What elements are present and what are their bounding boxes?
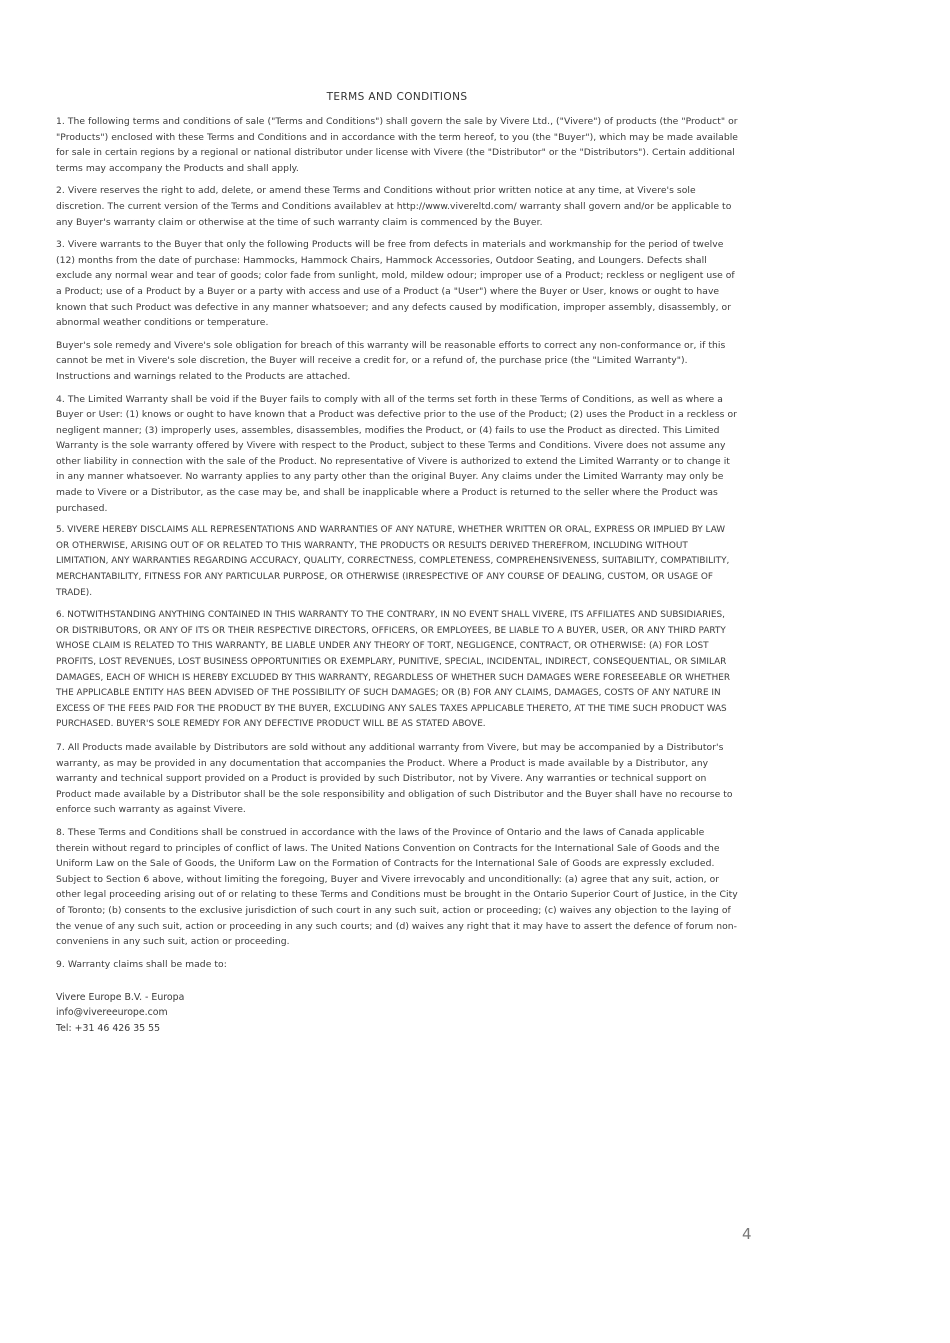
paragraph-3: 3. Vivere warrants to the Buyer that only the following Products will be free from defects in materials and workmanship for the period of twelve (12) months from the date of purchase: Hammocks, Hammock Chairs, Hammock Accessories, Outdoor Seating, and Loungers. Defects shall exclude any normal wear and tear of goods; color fade from sunlight, mold, mildew odour; improper use of a Product; reckless or negligent use of a Product; use of a Product by a Buyer or a party with access and use of a Product (a "User") where the Buyer or User, knows or ought to have known that such Product was defective in any manner whatsoever; and any defects caused by modification, improper assembly, disassembly, or abnormal weather conditions or temperature. bbox=[56, 239, 735, 329]
paragraph-7: 7. All Products made available by Distributors are sold without any additional warranty from Vivere, but may be accompanied by a Distributor's warranty, as may be provided in any documentation that accompanies the Product. Where a Product is made available by a Distributor, any warranty and technical support provided on a Product is provided by such Distributor, not by Vivere. Any warranties or technical support on Product made available by a Distributor shall be the sole responsibility and obligation of such Distributor and the Buyer shall have no recourse to enforce such warranty as against Vivere. bbox=[56, 741, 733, 816]
paragraph-4: 4. The Limited Warranty shall be void if the Buyer fails to comply with all of the terms set forth in these Terms of Conditions, as well as where a Buyer or User: (1) knows or ought to have known that a Product was defective prior to the use of the Product; (2) uses the Product in a reckless or negligent manner; (3) improperly uses, assembles, disassembles, modifies the Product, or (4) fails to use the Product as directed. This Limited Warranty is the sole warranty offered by Vivere with respect to the Product, subject to these Terms and Conditions. Vivere does not assume any other liability in connection with the sale of the Product. No representative of Vivere is authorized to extend the Limited Warranty or to change it in any manner whatsoever. No warranty applies to any party other than the original Buyer. Any claims under the Limited Warranty may only be made to Vivere or a Distributor, as the case may be, and shall be inapplicable where a Product is returned to the seller where the Product was purchased. bbox=[56, 393, 737, 514]
page-number: 4 bbox=[742, 1225, 752, 1243]
paragraph-2: 2. Vivere reserves the right to add, delete, or amend these Terms and Conditions without prior written notice at any time, at Vivere's sole discretion. The current version of the Terms and Conditions availablev at http://www.vivereltd.com/ warranty shall govern and/or be applicable to any Buyer's warranty claim or otherwise at the time of such warranty claim is commenced by the Buyer. bbox=[56, 185, 732, 228]
terms-document bbox=[56, 91, 738, 1036]
paragraph-3-remedy: Buyer's sole remedy and Vivere's sole obligation for breach of this warranty will be reasonable efforts to correct any non-conformance or, if this cannot be met in Vivere's sole discretion, the Buyer will receive a credit for, or a refund of, the purchase price (the "Limited Warranty"). Instructions and warnings related to the Products are attached. bbox=[56, 339, 726, 382]
paragraph-1: 1. The following terms and conditions of sale ("Terms and Conditions") shall govern the sale by Vivere Ltd., ("Vivere") of products (the "Product" or "Products") enclosed with these Terms and Conditions and in accordance with the term hereof, to you (the "Buyer"), which may be made available for sale in certain regions by a regional or national distributor under license with Vivere (the "Distributor" or the "Distributors"). Certain additional terms may accompany the Products and shall apply. bbox=[56, 116, 739, 174]
paragraph-8: 8. These Terms and Conditions shall be construed in accordance with the laws of the Province of Ontario and the laws of Canada applicable therein without regard to principles of conflict of laws. The United Nations Convention on Contracts for the International Sale of Goods and the Uniform Law on the Sale of Goods, the Uniform Law on the Formation of Contracts for the International Sale of Goods are expressly excluded. Subject to Section 6 above, without limiting the foregoing, Buyer and Vivere irrevocably and unconditionally: (a) agree that any suit, action, or other legal proceeding arising out of or relating to these Terms and Conditions must be brought in the Ontario Superior Court of Justice, in the City of Toronto; (b) consents to the exclusive jurisdiction of such court in any such suit, action or proceeding; (c) waives any objection to the laying of the venue of any such suit, action or proceeding in any such courts; and (d) waives any right that it may have to assert the defence of forum non-conveniens in any such suit, action or proceeding. bbox=[56, 826, 738, 948]
contact-company: Vivere Europe B.V. - Europa bbox=[56, 992, 185, 1004]
contact-block bbox=[56, 990, 738, 1036]
paragraph-5: 5. VIVERE HEREBY DISCLAIMS ALL REPRESENTATIONS AND WARRANTIES OF ANY NATURE, WHETHER WRITTEN OR ORAL, EXPRESS OR IMPLIED BY LAW OR OTHERWISE, ARISING OUT OF OR RELATED TO THIS WARRANTY, THE PRODUCTS OR RESULTS DERIVED THEREFROM, INCLUDING WITHOUT LIMITATION, ANY WARRANTIES REGARDING ACCURACY, QUALITY, CORRECTNESS, COMPLETENESS, COMPREHENSIVENESS, SUITABILITY, COMPATIBILITY, MERCHANTABILITY, FITNESS FOR ANY PARTICULAR PURPOSE, OR OTHERWISE (IRRESPECTIVE OF ANY COURSE OF DEALING, CUSTOM, OR USAGE OF TRADE). bbox=[56, 525, 730, 598]
document-title: TERMS AND CONDITIONS bbox=[326, 91, 468, 103]
paragraph-9: 9. Warranty claims shall be made to: bbox=[56, 958, 227, 970]
paragraph-6: 6. NOTWITHSTANDING ANYTHING CONTAINED IN THIS WARRANTY TO THE CONTRARY, IN NO EVENT SHALL VIVERE, ITS AFFILIATES AND SUBSIDIARIES, OR DISTRIBUTORS, OR ANY OF ITS OR THEIR RESPECTIVE DIRECTORS, OFFICERS, OR EMPLOYEES, BE LIABLE TO A BUYER, USER, OR ANY THIRD PARTY WHOSE CLAIM IS RELATED TO THIS WARRANTY, BE LIABLE UNDER ANY THEORY OF TORT, NEGLIGENCE, CONTRACT, OR OTHERWISE: (A) FOR LOST PROFITS, LOST REVENUES, LOST BUSINESS OPPORTUNITIES OR EXEMPLARY, PUNITIVE, SPECIAL, INCIDENTAL, INDIRECT, CONSEQUENTIAL, OR SIMILAR DAMAGES, EACH OF WHICH IS HEREBY EXCLUDED BY THIS WARRANTY, REGARDLESS OF WHETHER SUCH DAMAGES WERE FORESEEABLE OR WHETHER THE APPLICABLE ENTITY HAS BEEN ADVISED OF THE POSSIBILITY OF SUCH DAMAGES; OR (B) FOR ANY CLAIMS, DAMAGES, COSTS OF ANY NATURE IN EXCESS OF THE FEES PAID FOR THE PRODUCT BY THE BUYER, EXCLUDING ANY SALES TAXES APPLICABLE THERETO, AT THE TIME SUCH PRODUCT WAS PURCHASED. BUYER'S SOLE REMEDY FOR ANY DEFECTIVE PRODUCT WILL BE AS STATED ABOVE. bbox=[56, 610, 731, 730]
contact-phone: Tel: +31 46 426 35 55 bbox=[56, 1022, 161, 1034]
contact-email: info@vivereeurope.com bbox=[56, 1007, 168, 1019]
